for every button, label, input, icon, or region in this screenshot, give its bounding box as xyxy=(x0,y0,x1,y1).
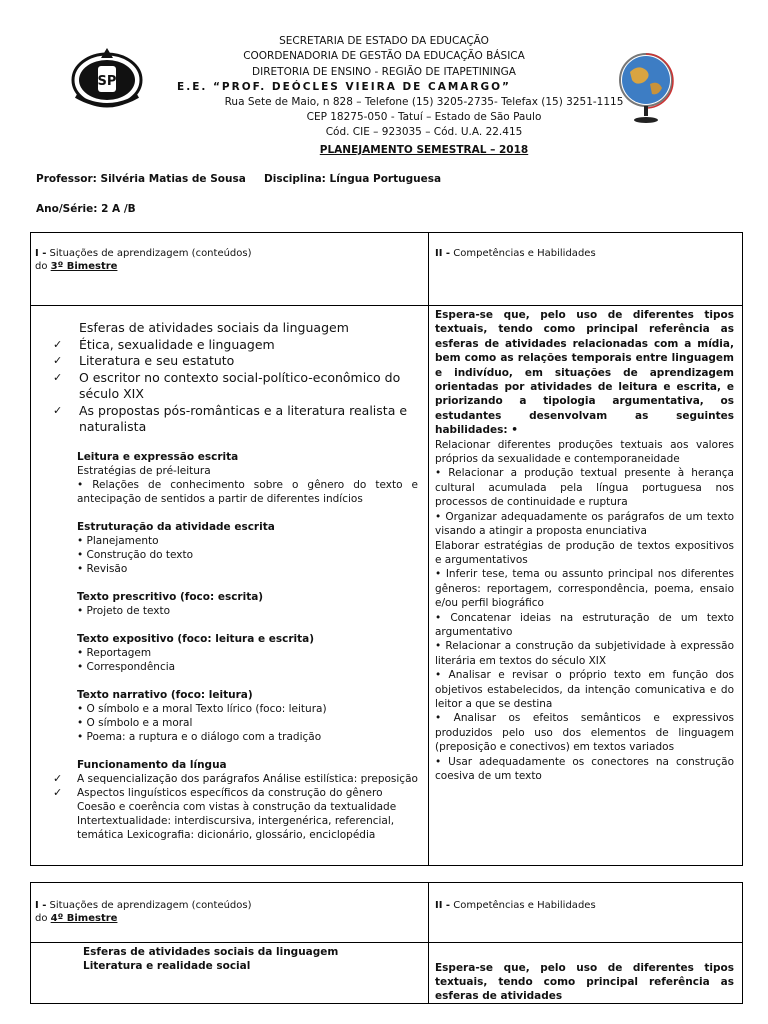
table2-left-content xyxy=(31,943,429,1004)
table1-left-header xyxy=(31,233,429,306)
funcionamento-item: ✓ Aspectos linguísticos específicos da construção do gênero xyxy=(53,785,383,799)
narrativo-item: • Poema: a ruptura e o diálogo com a tradição xyxy=(77,730,322,743)
competencia-item: • Relacionar a produção textual presente à herança cultural acumulada pela língua portuguesa nos processos de continuidade e ruptura xyxy=(435,467,734,509)
competencia-item: • Relacionar a construção da subjetividade à expressão literária em textos do século XIX xyxy=(435,640,734,667)
competencia-item: • Concatenar ideias na estruturação de um texto argumentativo xyxy=(435,611,734,638)
section-heading: Competências e Habilidades xyxy=(450,248,596,259)
school-name: E.E. “PROF. DEÓCLES VIEIRA DE CAMARGO” xyxy=(177,81,511,93)
table1-left-content xyxy=(31,306,429,866)
section-heading: Competências e Habilidades xyxy=(450,900,596,911)
estruturacao-item: • Revisão xyxy=(77,562,128,575)
section-heading: Situações de aprendizagem (conteúdos) xyxy=(46,900,252,911)
section-do: do xyxy=(35,913,51,924)
section-prefix: I - xyxy=(35,900,47,911)
competencia-item: • Usar adequadamente os conectores na construção coesiva de um texto xyxy=(435,755,734,782)
professor-name: Professor: Silvéria Matias de Sousa xyxy=(36,173,246,185)
planning-table-bimester-3 xyxy=(30,232,743,866)
esferas-title: Esferas de atividades sociais da linguagem xyxy=(79,320,349,335)
competencias-intro: Espera-se que, pelo uso de diferentes tipos textuais, tendo como principal referência as esferas de atividades relacionadas com a mídia, bem como as relações temporais entre linguagem e indivíduo, em situações de aprendizagem orientadas por atividades de leitura e escrita, e priorizando a tipologia argumentativa, os estudantes desenvolvam as seguintes habilidades: • xyxy=(435,309,734,437)
check-icon: ✓ xyxy=(53,354,63,367)
estruturacao-item: • Planejamento xyxy=(77,534,159,547)
funcionamento-item: ✓ A sequencialização dos parágrafos Análise estilística: preposição xyxy=(53,771,418,785)
expositivo-title: Texto expositivo (foco: leitura e escrita) xyxy=(77,632,315,645)
school-address: Rua Sete de Maio, n 828 – Telefone (15) 3205-2735- Telefax (15) 3251-1115 xyxy=(224,96,624,108)
funcionamento-title: Funcionamento da língua xyxy=(77,758,227,771)
narrativo-item: • O símbolo e a moral xyxy=(77,716,193,729)
leitura-title: Leitura e expressão escrita xyxy=(77,450,239,463)
expositivo-item: • Correspondência xyxy=(77,660,176,673)
discipline: Disciplina: Língua Portuguesa xyxy=(264,173,442,185)
competencia-item: • Organizar adequadamente os parágrafos de um texto visando a atingir a proposta enunciativa xyxy=(435,510,734,538)
bimester-label: 3º Bimestre xyxy=(50,261,118,272)
esferas-item: ✓ As propostas pós-românticas e a literatura realista e naturalista xyxy=(53,402,408,434)
expositivo-item: • Reportagem xyxy=(77,646,152,659)
estruturacao-title: Estruturação da atividade escrita xyxy=(77,520,275,533)
competencia-item: Elaborar estratégias de produção de textos expositivos e argumentativos xyxy=(435,539,734,566)
esferas-item: ✓ Literatura e seu estatuto xyxy=(53,353,235,368)
esferas-item: ✓ O escritor no contexto social-político-econômico do século XIX xyxy=(53,369,401,401)
competencia-item: • Analisar e revisar o próprio texto em função dos objetivos estabelecidos, da intenção comunicativa e do leitor a que se destina xyxy=(435,669,734,710)
header-line-secretaria: SECRETARIA DE ESTADO DA EDUCAÇÃO xyxy=(279,35,489,47)
header-line-coordenadoria: COORDENADORIA DE GESTÃO DA EDUCAÇÃO BÁSICA xyxy=(243,50,525,62)
competencia-item: Relacionar diferentes produções textuais aos valores próprios da sexualidade e contemporaneidade xyxy=(435,438,734,466)
planning-table-bimester-4 xyxy=(30,882,743,1004)
leitura-line: Estratégias de pré-leitura xyxy=(77,464,211,477)
table2-left-header xyxy=(31,883,429,943)
narrativo-title: Texto narrativo (foco: leitura) xyxy=(77,688,253,701)
check-icon: ✓ xyxy=(53,771,63,785)
svg-text:SP: SP xyxy=(97,74,117,89)
plan-title: PLANEJAMENTO SEMESTRAL – 2018 xyxy=(319,144,529,156)
table2-left-text: Esferas de atividades sociais da linguagem Literatura e realidade social xyxy=(83,946,339,972)
check-icon: ✓ xyxy=(53,337,63,351)
table1-right-content xyxy=(429,306,743,866)
esferas-item: ✓ Ética, sexualidade e linguagem xyxy=(53,336,275,352)
table1-right-header xyxy=(429,233,743,306)
prescritivo-title: Texto prescritivo (foco: escrita) xyxy=(77,590,264,603)
school-codes: Cód. CIE – 923035 – Cód. U.A. 22.415 xyxy=(325,126,523,138)
funcionamento-tail: Coesão e coerência com vistas à construção da textualidade Intertextualidade: interdiscursiva, intergenérica, referencial, temática Lexicografia: dicionário, glossário, enciclopédia xyxy=(77,800,397,841)
table2-right-content xyxy=(429,943,743,1004)
header-line-diretoria: DIRETORIA DE ENSINO - REGIÃO DE ITAPETININGA xyxy=(252,66,516,78)
section-prefix: II - xyxy=(435,900,451,911)
school-cep: CEP 18275-050 - Tatuí – Estado de São Paulo xyxy=(306,111,542,123)
section-prefix: II - xyxy=(435,248,451,259)
check-icon: ✓ xyxy=(53,370,63,384)
competencia-item: • Analisar os efeitos semânticos e expressivos produzidos pelo uso dos elementos de linguagem (preposição e conectivos) em textos variados xyxy=(435,712,734,754)
bimester-label: 4º Bimestre xyxy=(50,913,118,924)
section-do: do xyxy=(35,261,51,272)
check-icon: ✓ xyxy=(53,785,63,799)
prescritivo-item: • Projeto de texto xyxy=(77,604,171,617)
narrativo-item: • O símbolo e a moral Texto lírico (foco: leitura) xyxy=(77,702,327,715)
table2-right-text: Espera-se que, pelo uso de diferentes tipos textuais, tendo como principal referência as esferas de atividades xyxy=(435,962,734,1002)
competencia-item: • Inferir tese, tema ou assunto principal nos diferentes gêneros: reportagem, correspondência, poema, ensaio e/ou perfil biográfico xyxy=(435,568,734,610)
section-heading: Situações de aprendizagem (conteúdos) xyxy=(46,248,252,259)
grade-class: Ano/Série: 2 A /B xyxy=(36,203,136,215)
estruturacao-item: • Construção do texto xyxy=(77,548,194,561)
check-icon: ✓ xyxy=(53,403,63,417)
section-prefix: I - xyxy=(35,248,47,259)
leitura-line: • Relações de conhecimento sobre o gênero do texto e antecipação de sentidos a partir de diferentes indícios xyxy=(77,478,418,505)
table2-right-header xyxy=(429,883,743,943)
